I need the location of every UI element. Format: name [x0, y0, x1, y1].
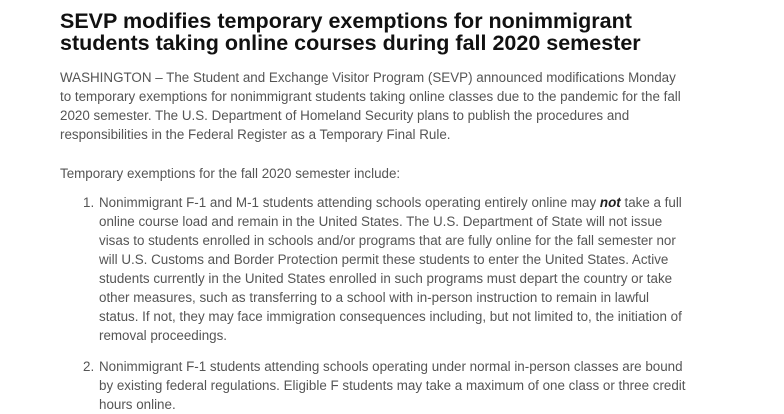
- exemption-item-1: [60, 193, 689, 345]
- exemption-number: 2.: [83, 359, 95, 374]
- lede-paragraph: WASHINGTON – The Student and Exchange Visitor Program (SEVP) announced modifications Monday to temporary exemptions for nonimmigrant students taking online classes due to the pandemic for the fall 2020 semester. The U.S. Department of Homeland Security plans to publish the procedures and responsibilities in the Federal Register as a Temporary Final Rule.: [60, 70, 681, 142]
- press-release-article: [60, 10, 760, 414]
- exemptions-intro: Temporary exemptions for the fall 2020 semester include:: [60, 166, 401, 181]
- exemption-text-start: Nonimmigrant F-1 and M-1 students attending schools operating entirely online may: [99, 195, 600, 210]
- exemptions-list: [60, 193, 760, 414]
- exemption-text-end: take a full online course load and remain in the United States. The U.S. Department of State will not issue visas to students enrolled in schools and/or programs that are fully online for the fall semester nor will U.S. Customs and Border Protection permit these students to enter the United States. Active students currently in the United States enrolled in such programs must depart the country or take other measures, such as transferring to a school with in-person instruction to remain in lawful status. If not, they may face immigration consequences including, but not limited to, the initiation of removal proceedings.: [99, 195, 682, 343]
- article-headline: SEVP modifies temporary exemptions for nonimmigrant students taking online courses during fall 2020 semester: [60, 9, 641, 55]
- exemption-number: 1.: [83, 195, 95, 210]
- exemption-item-2: [60, 357, 689, 414]
- exemption-text: Nonimmigrant F-1 students attending schools operating under normal in-person classes are bound by existing federal regulations. Eligible F students may take a maximum of one class or three credit hours online.: [99, 359, 686, 412]
- emphasis-not: not: [599, 195, 621, 210]
